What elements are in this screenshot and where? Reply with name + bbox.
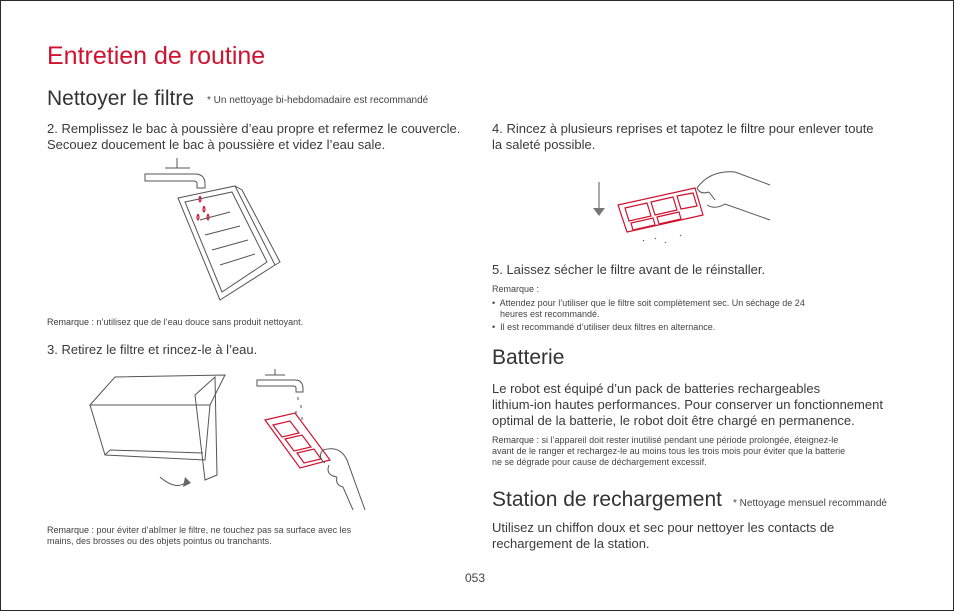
- step-3-remark-line-2: mains, des brosses ou des objets pointus ou tranchants.: [47, 536, 272, 546]
- filter-illustration: [618, 188, 703, 232]
- step-2-line-2: Secouez doucement le bac à poussière et videz l’eau sale.: [47, 137, 386, 152]
- step-5-remark-label: Remarque :: [492, 284, 540, 294]
- remark-label: Remarque :: [492, 435, 540, 445]
- step-3-remark-line-1: pour éviter d’abîmer le filtre, ne touchez pas sa surface avec les: [96, 525, 352, 535]
- water-drops-icon: [197, 196, 209, 220]
- dustbin-shake-illustration: [140, 150, 290, 315]
- step-5-bullet-2: • Il est recommandé d’utiliser deux filtres en alternance.: [492, 322, 716, 332]
- step-4-line-1: 4. Rincez à plusieurs reprises et tapotez le filtre pour enlever toute: [492, 121, 874, 136]
- step-2-remark-text: n’utilisez que de l’eau douce sans produit nettoyant.: [96, 317, 304, 327]
- bullet-1-line-1: Attendez pour l’utiliser que le filtre soit complètement sec. Un séchage de 24: [499, 298, 805, 308]
- step-2-text: [47, 121, 460, 153]
- step-3-remark: [47, 525, 351, 547]
- bullet-2-text: Il est recommandé d’utiliser deux filtres en alternance.: [500, 322, 716, 332]
- filter-tapping-illustration: [585, 160, 775, 250]
- arrow-icon: [593, 182, 605, 216]
- section-heading-filter: Nettoyer le filtre: [47, 87, 195, 110]
- battery-line-3: optimal de la batterie, le robot doit être chargé en permanence.: [492, 413, 855, 428]
- dustbin-illustration: [90, 375, 225, 480]
- battery-remark: [492, 435, 845, 468]
- filter-illustration: [265, 413, 330, 468]
- battery-body: [492, 381, 883, 429]
- step-4-line-2: la saleté possible.: [492, 137, 596, 152]
- arrow-icon: [160, 477, 191, 487]
- station-line-1: Utilisez un chiffon doux et sec pour nettoyer les contacts de: [492, 520, 835, 535]
- step-2-line-1: 2. Remplissez le bac à poussière d’eau propre et refermez le couvercle.: [47, 121, 461, 136]
- remark-label: Remarque :: [47, 525, 95, 535]
- battery-line-1: Le robot est équipé d’un pack de batteries rechargeables: [492, 381, 821, 396]
- step-4-text: [492, 121, 874, 153]
- step-2-remark: [47, 317, 303, 328]
- filter-removal-illustration: [85, 365, 380, 515]
- battery-remark-line-3: ne se dégrade pour cause de déchargement excessif.: [492, 457, 707, 467]
- faucet-icon: [145, 158, 205, 188]
- step-5-bullet-1: • Attendez pour l’utiliser que le filtre soit complètement sec. Un séchage de 24 heures est recommandé.: [492, 298, 805, 319]
- section-heading-battery: Batterie: [492, 346, 565, 369]
- battery-line-2: lithium-ion hautes performances. Pour conserver un fonctionnement: [492, 397, 883, 412]
- bullet-1-line-2: heures est recommandé.: [500, 309, 600, 319]
- hand-illustration: [697, 172, 770, 220]
- station-line-2: rechargement de la station.: [492, 536, 650, 551]
- station-frequency-note: * Nettoyage mensuel recommandé: [733, 498, 887, 509]
- dustbin-illustration: [178, 186, 280, 300]
- step-3-text: 3. Retirez le filtre et rincez-le à l’eau.: [47, 342, 258, 357]
- section-heading-station: Station de rechargement: [492, 488, 722, 511]
- station-body: [492, 520, 834, 552]
- battery-remark-line-2: avant de le ranger et rechargez-le au moins tous les trois mois pour éviter que la batterie: [492, 446, 846, 456]
- remark-label: Remarque :: [47, 317, 95, 327]
- dust-particles: [643, 235, 681, 243]
- page-number: 053: [465, 571, 486, 585]
- page-title: Entretien de routine: [47, 42, 266, 70]
- hand-illustration: [320, 449, 365, 510]
- faucet-icon: [257, 369, 303, 392]
- battery-remark-line-1: si l’appareil doit rester inutilisé pendant une période prolongée, éteignez-le: [541, 435, 839, 445]
- filter-frequency-note: * Un nettoyage bi-hebdomadaire est recommandé: [207, 95, 429, 106]
- step-5-text: 5. Laissez sécher le filtre avant de le réinstaller.: [492, 262, 766, 277]
